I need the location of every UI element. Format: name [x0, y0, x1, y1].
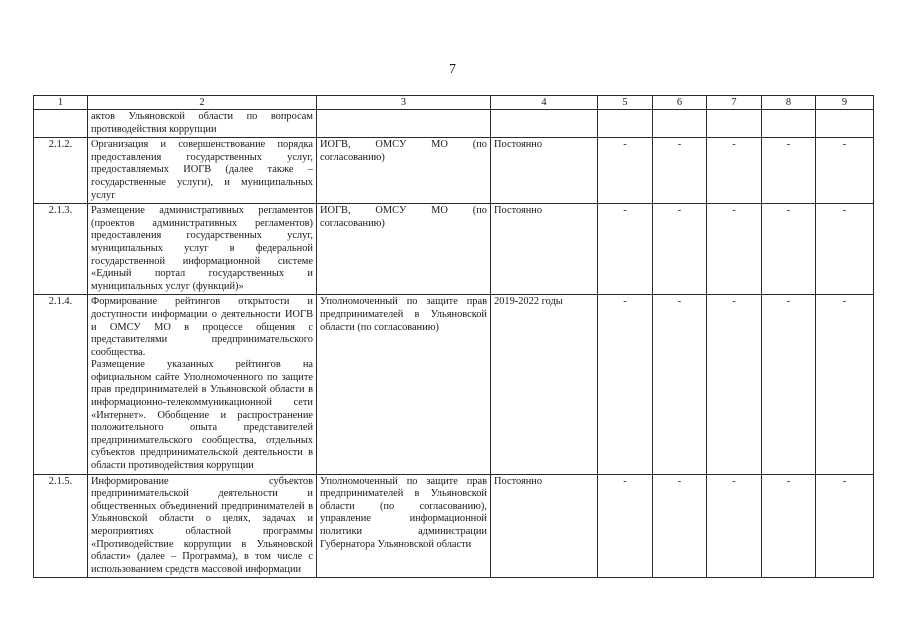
row-description	[88, 138, 317, 204]
header-col-4: 4	[491, 96, 598, 110]
header-col-2: 2	[88, 96, 317, 110]
row-mark-8: -	[762, 204, 816, 295]
row-mark-7: -	[707, 295, 762, 474]
row-executor: ИОГВ, ОМСУ МО (по согласованию)	[317, 138, 491, 204]
row-description	[88, 474, 317, 578]
row-mark-5	[598, 110, 653, 138]
row-executor: Уполномоченный по защите прав предпринимателей в Ульяновской области (по согласованию)	[317, 295, 491, 474]
row-number: 2.1.5.	[34, 474, 88, 578]
row-number: 2.1.3.	[34, 204, 88, 295]
table-row	[34, 474, 874, 578]
row-mark-7: -	[707, 138, 762, 204]
row-number: 2.1.4.	[34, 295, 88, 474]
row-term: Постоянно	[491, 138, 598, 204]
row-mark-9: -	[816, 474, 874, 578]
header-col-7: 7	[707, 96, 762, 110]
row-mark-8: -	[762, 295, 816, 474]
row-mark-7	[707, 110, 762, 138]
header-col-5: 5	[598, 96, 653, 110]
table-row	[34, 295, 874, 474]
table-row	[34, 138, 874, 204]
row-mark-6: -	[653, 138, 707, 204]
row-mark-9	[816, 110, 874, 138]
row-mark-9: -	[816, 138, 874, 204]
header-col-8: 8	[762, 96, 816, 110]
row-description	[88, 295, 317, 474]
description-paragraph: Информирование субъектов предпринимательской деятельности и общественных объединений предпринимателей в Ульяновской области о целях, задачах и мероприятиях областной программы «Противодействие коррупции в Ульяновской области» (далее – Программа), в том числе с использованием средств массовой информации	[91, 475, 313, 575]
program-table	[33, 95, 874, 578]
row-mark-8	[762, 110, 816, 138]
header-row	[34, 96, 874, 110]
header-col-9: 9	[816, 96, 874, 110]
header-col-1: 1	[34, 96, 88, 110]
row-term	[491, 110, 598, 138]
description-paragraph: Размещение указанных рейтингов на официальном сайте Уполномоченного по защите прав предпринимателей в Ульяновской области в информационно-телекоммуникационной сети «Интернет». Обобщение и распространение положительного опыта представителей предпринимательского сообщества, отдельных субъектов предпринимательской деятельности в области противодействия коррупции	[91, 359, 313, 472]
row-executor: Уполномоченный по защите прав предпринимателей в Ульяновской области (по согласованию), управление информационной политики администрации Губернатора Ульяновской области	[317, 474, 491, 578]
description-paragraph: Формирование рейтингов открытости и доступности информации о деятельности ИОГВ и ОМСУ МО в процессе общения с представителями предпринимательского сообщества.	[91, 296, 313, 358]
row-mark-5: -	[598, 138, 653, 204]
row-mark-7: -	[707, 474, 762, 578]
row-mark-6: -	[653, 474, 707, 578]
row-mark-5: -	[598, 204, 653, 295]
row-mark-6: -	[653, 204, 707, 295]
row-mark-9: -	[816, 204, 874, 295]
table-row	[34, 204, 874, 295]
row-mark-6: -	[653, 295, 707, 474]
row-number	[34, 110, 88, 138]
header-col-6: 6	[653, 96, 707, 110]
row-mark-9: -	[816, 295, 874, 474]
row-description	[88, 110, 317, 138]
row-term: 2019-2022 годы	[491, 295, 598, 474]
row-mark-7: -	[707, 204, 762, 295]
description-paragraph: Организация и совершенствование порядка предоставления государственных услуг, предоставляемых ИОГВ (далее также – государственные услуги), и муниципальных услуг	[91, 139, 313, 201]
row-mark-8: -	[762, 474, 816, 578]
header-col-3: 3	[317, 96, 491, 110]
row-mark-5: -	[598, 474, 653, 578]
row-executor: ИОГВ, ОМСУ МО (по согласованию)	[317, 204, 491, 295]
row-term: Постоянно	[491, 474, 598, 578]
row-executor	[317, 110, 491, 138]
row-number: 2.1.2.	[34, 138, 88, 204]
row-description	[88, 204, 317, 295]
description-paragraph: Размещение административных регламентов (проектов административных регламентов) предоставления государственных услуг, муниципальных услуг в федеральной государственной информационной системе «Единый портал государственных и муниципальных услуг (функций)»	[91, 205, 313, 292]
row-mark-5: -	[598, 295, 653, 474]
description-paragraph: актов Ульяновской области по вопросам противодействия коррупции	[91, 111, 313, 135]
row-mark-6	[653, 110, 707, 138]
table-row	[34, 110, 874, 138]
row-term: Постоянно	[491, 204, 598, 295]
page-number: 7	[449, 62, 456, 77]
row-mark-8: -	[762, 138, 816, 204]
